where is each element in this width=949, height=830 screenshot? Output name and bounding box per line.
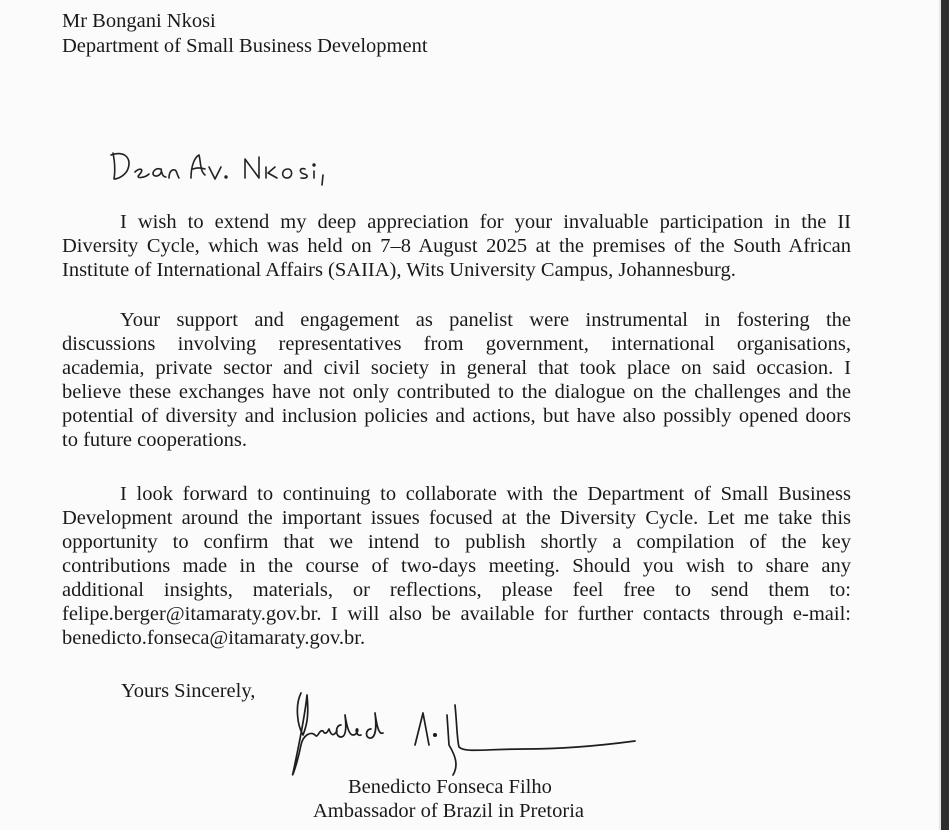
paragraph-line: opportunity to confirm that we intend to publish shortly a compilation of the key bbox=[62, 531, 851, 553]
paragraph-2 bbox=[62, 308, 851, 452]
recipient-department: Department of Small Business Development bbox=[62, 35, 428, 57]
paragraph-line: potential of diversity and inclusion policies and actions, but have also possibly opened doors bbox=[62, 405, 851, 427]
paragraph-line: Development around the important issues focused at the Diversity Cycle. Let me take this bbox=[62, 507, 851, 529]
paragraph-line: discussions involving representatives from government, international organisations, bbox=[62, 333, 851, 355]
paragraph-line: to future cooperations. bbox=[62, 429, 248, 451]
paragraph-line: I look forward to continuing to collaborate with the Department of Small Business bbox=[120, 483, 851, 505]
handwritten-salutation bbox=[105, 145, 365, 190]
paragraph-line: additional insights, materials, or reflections, please feel free to send them to: bbox=[62, 579, 851, 601]
paragraph-3 bbox=[62, 482, 851, 650]
signature bbox=[285, 685, 645, 785]
paragraph-line: benedicto.fonseca@itamaraty.gov.br. bbox=[62, 627, 366, 649]
signatory-name: Benedicto Fonseca Filho bbox=[348, 776, 552, 798]
recipient-name: Mr Bongani Nkosi bbox=[62, 10, 216, 32]
paragraph-1 bbox=[62, 210, 851, 282]
closing: Yours Sincerely, bbox=[121, 680, 256, 702]
signatory-title: Ambassador of Brazil in Pretoria bbox=[313, 800, 584, 822]
paragraph-line: academia, private sector and civil society in general that took place on said occasion. I bbox=[62, 357, 851, 379]
paragraph-line: believe these exchanges have not only contributed to the dialogue on the challenges and the bbox=[62, 381, 851, 403]
paragraph-line: Institute of International Affairs (SAIIA), Wits University Campus, Johannesburg. bbox=[62, 259, 736, 281]
paragraph-line: Diversity Cycle, which was held on 7–8 August 2025 at the premises of the South African bbox=[62, 235, 851, 257]
paragraph-line: Your support and engagement as panelist were instrumental in fostering the bbox=[120, 309, 851, 331]
paragraph-line: I wish to extend my deep appreciation for your invaluable participation in the II bbox=[120, 211, 851, 233]
paragraph-line: felipe.berger@itamaraty.gov.br. I will also be available for further contacts through e-mail: bbox=[62, 603, 851, 625]
paragraph-line: contributions made in the course of two-days meeting. Should you wish to share any bbox=[62, 555, 851, 577]
